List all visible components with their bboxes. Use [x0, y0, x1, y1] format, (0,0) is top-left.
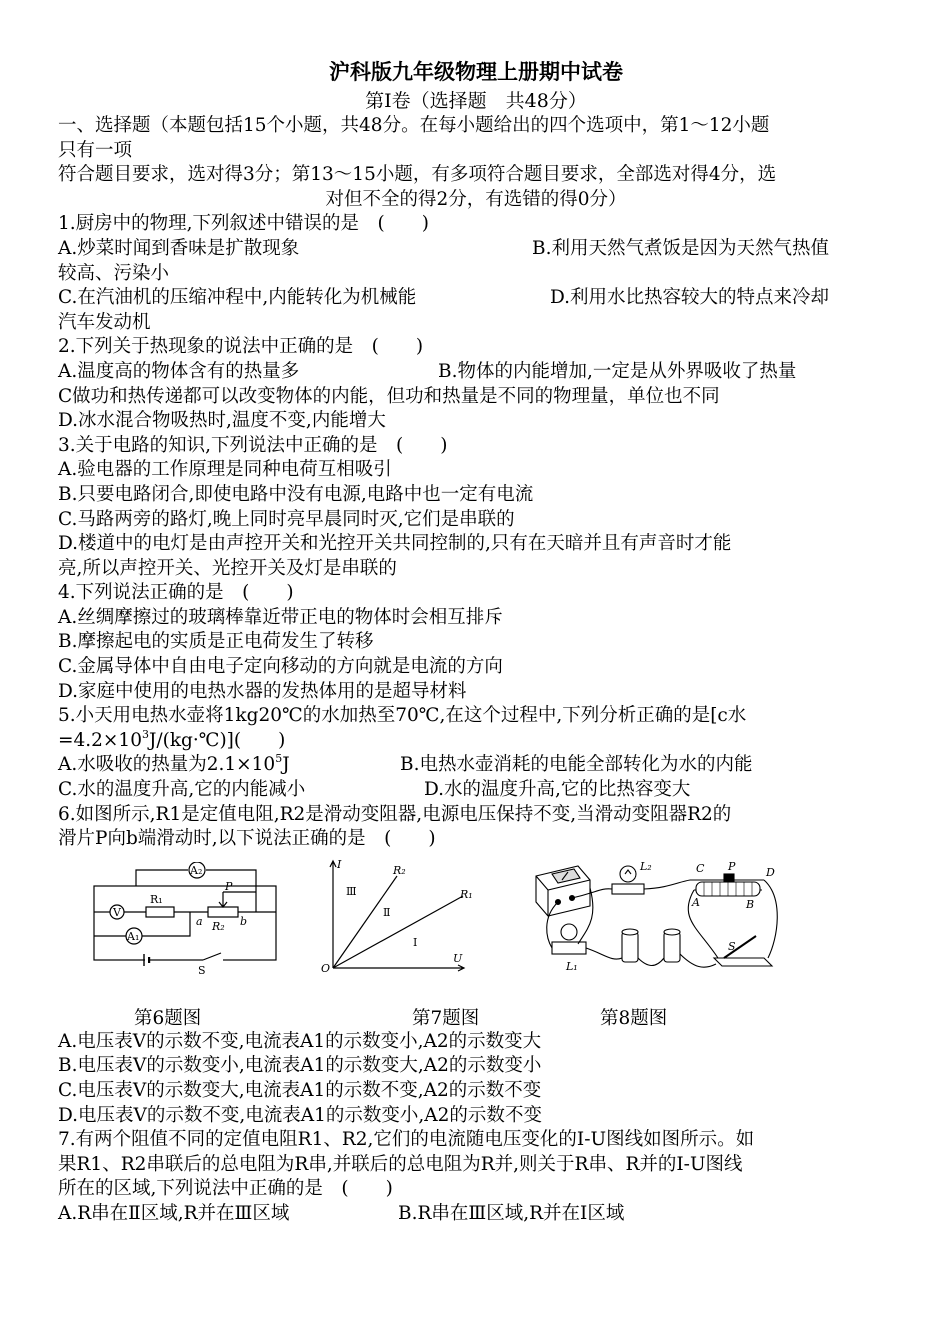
option-d: D.楼道中的电灯是由声控开关和光控开关共同控制的,只有在天暗并且有声音时才能: [58, 533, 732, 555]
instructions-line-1: 一、选择题（本题包括15个小题，共48分。在每小题给出的四个选项中，第1～12小题: [58, 115, 770, 136]
question-7-options-ab: [58, 1202, 894, 1227]
option-d: D.家庭中使用的电热水器的发热体用的是超导材料: [58, 680, 467, 702]
question-1-stem: 1.厨房中的物理,下列叙述中错误的是 ( ): [58, 213, 429, 235]
question-4-stem: 4.下列说法正确的是 ( ): [58, 582, 294, 604]
option-b: B.只要电路闭合,即使电路中没有电源,电路中也一定有电流: [58, 483, 534, 505]
option-c: C.水的温度升高,它的内能减小: [58, 779, 306, 801]
lamp-l2-icon: [620, 866, 636, 882]
wire-a1-branch: [94, 912, 190, 936]
label-v: V: [113, 905, 121, 919]
question-7-stem: 7.有两个阻值不同的定值电阻R1、R2,它们的电流随电压变化的I-U图线如图所示。如: [58, 1129, 755, 1151]
option-c: C.马路两旁的路灯,晚上同时亮早晨同时灭,它们是串联的: [58, 508, 515, 530]
option-b: B.摩擦起电的实质是正电荷发生了转移: [58, 631, 374, 653]
exponent: 3: [141, 727, 149, 741]
battery-2-icon: [664, 932, 680, 962]
label-d: D: [766, 865, 775, 879]
option-d-continued: 汽车发动机: [58, 311, 151, 333]
wire: [638, 958, 664, 966]
label-a: a: [196, 914, 203, 928]
label-o: O: [321, 961, 331, 975]
label-s: S: [728, 939, 736, 953]
label-i: I: [337, 857, 342, 871]
label-a: A: [692, 895, 700, 909]
question-7-stem-continued: 果R1、R2串联后的总电阻为R串,并联后的总电阻为R并,则关于R串、R并的I-U图线: [58, 1153, 743, 1175]
option-a: A.R串在Ⅱ区域,R并在Ⅲ区域: [58, 1202, 290, 1224]
question-3-stem: 3.关于电路的知识,下列说法中正确的是 ( ): [58, 434, 448, 456]
caption-figure-6: 第6题图: [134, 1007, 202, 1029]
battery-1-top: [622, 929, 638, 935]
label-a1: A₁: [127, 929, 140, 943]
label-l2: L₂: [640, 859, 652, 873]
option-b-continued: 较高、污染小: [58, 262, 170, 284]
option-a: [58, 753, 400, 778]
question-1-options-ab: [58, 237, 894, 262]
figure-captions: [58, 1002, 894, 1030]
instructions-line-3: 符合题目要求，选对得3分；第13～15小题，有多项符合题目要求，全部选对得4分，选: [58, 164, 777, 186]
option-a: A.验电器的工作原理是同种电荷互相吸引: [58, 459, 392, 481]
option-d: D.利用水比热容较大的特点来冷却: [550, 287, 830, 309]
option-a: A.炒菜时闻到香味是扩散现象: [58, 237, 300, 259]
page-title: 沪科版九年级物理上册期中试卷: [329, 59, 623, 84]
resistor-r1-icon: [146, 907, 174, 917]
option-d: D.水的温度升高,它的比热容变大: [424, 779, 691, 801]
option-b: B.利用天然气煮饭是因为天然气热值: [532, 237, 829, 259]
label-c: C: [696, 861, 705, 875]
option-c: C.在汽油机的压缩冲程中,内能转化为机械能: [58, 287, 417, 309]
question-2-stem: 2.下列关于热现象的说法中正确的是 ( ): [58, 336, 424, 358]
switch-base-icon: [714, 958, 772, 966]
lamp-base-l1-icon: [552, 942, 586, 954]
zone-2-label: Ⅱ: [383, 905, 391, 919]
question-6-stem-continued: 滑片P向b端滑动时,以下说法正确的是 ( ): [58, 828, 436, 850]
zone-3-label: Ⅲ: [346, 884, 357, 898]
zone-1-label: Ⅰ: [413, 935, 418, 949]
option-b: B.电热水壶消耗的电能全部转化为水的内能: [400, 754, 753, 776]
u-axis: [333, 965, 464, 971]
label-b: b: [240, 914, 248, 928]
wire: [644, 880, 690, 889]
label-s: S: [198, 963, 206, 974]
label-u: U: [453, 951, 463, 965]
label-l1: L₁: [566, 959, 578, 973]
circuit-loop: [94, 886, 276, 960]
caption-figure-8: 第8题图: [600, 1007, 668, 1029]
battery-2-top: [664, 929, 680, 935]
question-6-stem: 6.如图所示,R1是定值电阻,R2是滑动变阻器,电源电压保持不变,当滑动变阻器R2的: [58, 803, 732, 825]
label-r2: R₂: [212, 919, 225, 933]
option-c: C.电压表V的示数变大,电流表A1的示数不变,A2的示数不变: [58, 1080, 542, 1101]
label-r1: R₁: [150, 892, 163, 906]
slider-p-arrow: [219, 892, 227, 907]
question-1-options-cd: [58, 286, 894, 311]
caption-figure-7: 第7题图: [412, 1007, 480, 1029]
option-d-continued: 亮,所以声控开关、光控开关及灯是串联的: [58, 557, 397, 579]
option-b: B.电压表V的示数变小,电流表A1的示数变大,A2的示数变小: [58, 1055, 542, 1077]
stem-text: J/(kg·℃)]( ): [148, 729, 286, 751]
question-2-options-ab: [58, 360, 894, 385]
option-a-text: A.水吸收的热量为2.1×10: [58, 754, 276, 776]
label-p: P: [728, 859, 736, 873]
i-axis: [330, 861, 336, 968]
instructions-line-2: 只有一项: [58, 139, 133, 161]
option-c: C.金属导体中自由电子定向移动的方向就是电流的方向: [58, 656, 503, 678]
wire: [764, 880, 777, 958]
option-c: C做功和热传递都可以改变物体的内能，但功和热量是不同的物理量，单位也不同: [58, 385, 720, 407]
figure-6-circuit: [88, 862, 288, 974]
option-d: D.冰水混合物吸热时,温度不变,内能增大: [58, 410, 386, 432]
label-b: B: [746, 897, 755, 911]
label-r1: R₁: [460, 887, 473, 901]
wire: [680, 954, 716, 967]
line-r1: [333, 896, 463, 968]
question-5-options-ab: [58, 753, 894, 778]
wire-top: [136, 870, 188, 886]
option-b: B.R串在Ⅲ区域,R并在Ⅰ区域: [398, 1202, 625, 1224]
stem-text: =4.2×10: [58, 729, 142, 751]
figures-row: [58, 858, 894, 1002]
option-a-unit: J: [282, 754, 290, 776]
question-5-stem-continued: [58, 729, 894, 754]
exponent: 5: [275, 752, 283, 766]
option-a: A.温度高的物体含有的热量多: [58, 360, 300, 382]
question-7-stem-continued-2: 所在的区域,下列说法中正确的是 ( ): [58, 1178, 393, 1200]
lamp-base-l2-icon: [612, 884, 644, 894]
option-d: D.电压表V的示数不变,电流表A1的示数变小,A2的示数不变: [58, 1104, 542, 1126]
slider-p-icon: [724, 874, 734, 882]
option-a: A.丝绸摩擦过的玻璃棒靠近带正电的物体时会相互排斥: [58, 606, 503, 628]
exam-page: [58, 58, 894, 1227]
question-5-options-cd: [58, 778, 894, 803]
line-r2: [333, 876, 397, 968]
label-p: P: [225, 879, 233, 893]
battery-1-icon: [622, 932, 638, 962]
label-a2: A₂: [190, 863, 203, 877]
lamp-l1-icon: [561, 924, 577, 940]
figure-8-apparatus: [528, 858, 788, 998]
battery-gap: [145, 956, 148, 964]
rheostat-r2-icon: [208, 907, 238, 917]
question-5-stem: 5.小天用电热水壶将1kg20℃的水加热至70℃,在这个过程中,下列分析正确的是[c水: [58, 705, 747, 727]
option-b: B.物体的内能增加,一定是从外界吸收了热量: [438, 360, 797, 382]
instructions-line-4: 对但不全的得2分，有选错的得0分）: [325, 188, 627, 210]
wire: [586, 948, 622, 959]
section-title: 第Ⅰ卷（选择题 共48分）: [365, 90, 587, 112]
label-r2: R₂: [393, 863, 406, 877]
option-a: A.电压表V的示数不变,电流表A1的示数变小,A2的示数变大: [58, 1030, 542, 1052]
figure-7-iu-graph: [313, 858, 473, 976]
